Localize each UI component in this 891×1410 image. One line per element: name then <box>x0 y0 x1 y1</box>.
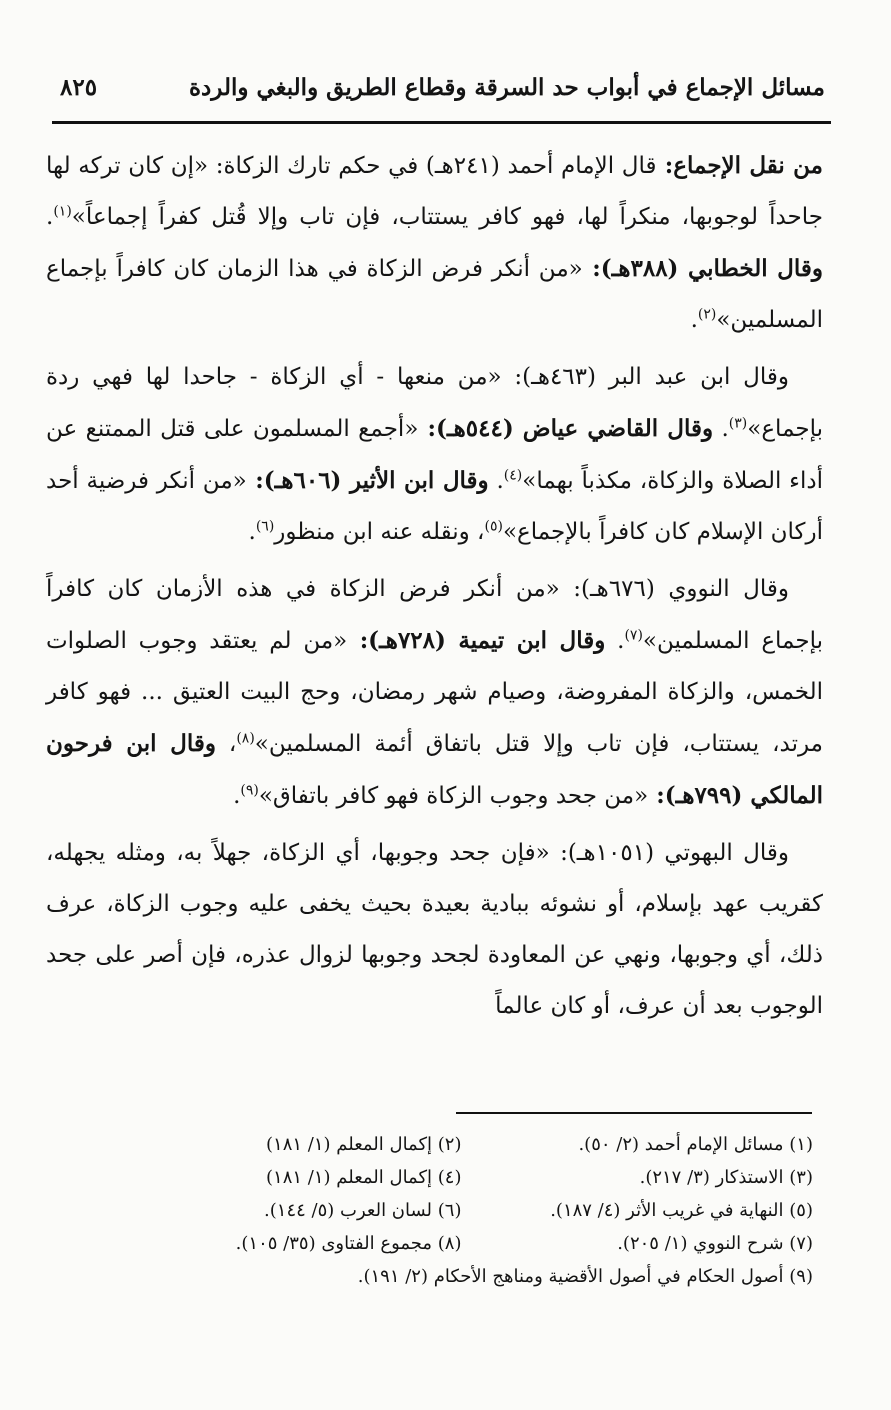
footnote <box>502 1200 814 1221</box>
body-text <box>46 140 823 1032</box>
footnote <box>502 1134 814 1155</box>
text-run: . <box>488 468 504 494</box>
text-run: ، <box>215 731 237 757</box>
paragraph <box>46 564 823 822</box>
text-run: وقال النووي (٦٧٦هـ): «من أنكر فرض الزكاة في هذه الأزمان كان كافراً بإجماع المسلمين» <box>46 576 823 654</box>
footnote-number: (٢) <box>432 1134 462 1155</box>
text-run: «من أنكر فرض الزكاة في هذا الزمان كان كافراً بإجماع المسلمين» <box>46 256 823 333</box>
paragraph <box>46 140 823 346</box>
footnote <box>150 1266 813 1287</box>
text-run: «من لم يعتقد وجوب الصلوات الخمس، والزكاة المفروضة، وصيام شهر رمضان، وحج البيت العتيق ... فهو كافر مرتد، يستتاب، فإن تاب وإلا قتل باتفاق أئمة المسلمين» <box>46 628 824 757</box>
text-run: . <box>46 204 54 230</box>
footnote-text: الاستذكار (٣/ ٢١٧). <box>639 1167 784 1188</box>
footnote-number: (٦) <box>432 1200 462 1221</box>
footnote-number: (٣) <box>783 1167 813 1188</box>
footnote <box>502 1167 814 1188</box>
paragraph <box>46 828 823 1032</box>
footnote-text: إكمال المعلم (١/ ١٨١) <box>266 1167 433 1188</box>
text-run: . <box>690 307 698 333</box>
footnote-number: (٧) <box>783 1233 813 1254</box>
footnote-ref[interactable]: (٥) <box>484 518 503 535</box>
paragraph <box>46 352 823 558</box>
footnote <box>502 1233 814 1254</box>
footnote-ref[interactable]: (٩) <box>240 782 259 799</box>
text-run: . <box>233 783 241 809</box>
bold-text: وقال ابن تيمية (٧٢٨هـ): <box>347 627 606 654</box>
footnote-text: لسان العرب (٥/ ١٤٤). <box>264 1200 433 1221</box>
footnote-number: (٩) <box>783 1266 813 1287</box>
page-header <box>60 62 825 112</box>
text-run: . <box>605 628 625 654</box>
footnote-ref[interactable]: (٨) <box>236 730 255 747</box>
text-run: «أجمع المسلمون على قتل الممتنع عن أداء الصلاة والزكاة، مكذباً بهما» <box>46 416 823 494</box>
footnote <box>150 1200 462 1221</box>
footnote-ref[interactable]: (٣) <box>728 415 748 432</box>
footnote-ref[interactable]: (٦) <box>255 518 275 535</box>
text-run: . <box>248 519 256 545</box>
text-run: «من أنكر فرضية أحد أركان الإسلام كان كافراً بالإجماع» <box>46 468 823 545</box>
bold-text: وقال القاضي عياض (٥٤٤هـ): <box>418 415 714 442</box>
footnote-separator <box>456 1112 812 1114</box>
footnote-text: مجموع الفتاوى (٣٥/ ١٠٥). <box>235 1233 433 1254</box>
bold-text: وقال الخطابي (٣٨٨هـ): <box>582 255 823 282</box>
text-run: . <box>713 416 729 442</box>
footnote <box>150 1134 462 1155</box>
text-run: وقال البهوتي (١٠٥١هـ): «فإن جحد وجوبها، أي الزكاة، جهلاً به، ومثله يجهله، كقريب عهد بإسلام، أو نشوئه ببادية بعيدة بحيث يخفى عليه وجوب الزكاة، عرف ذلك، أي وجوبها، ونهي عن المعاودة لجحد وجوبها لزوال عذره، فإن أصر على جحد الوجوب بعد أن عرف، أو كان عالماً <box>46 840 823 1019</box>
page-number: ٨٢٥ <box>60 73 98 101</box>
footnote-ref[interactable]: (٧) <box>624 627 643 644</box>
footnote-number: (٥) <box>783 1200 813 1221</box>
bold-text: وقال ابن فرحون المالكي (٧٩٩هـ): <box>46 730 823 809</box>
footnote-ref[interactable]: (٢) <box>697 306 717 323</box>
text-run: قال الإمام أحمد (٢٤١هـ) في حكم تارك الزكاة: «إن كان تركه لها جاحداً لوجوبها، منكراً لها، فهو كافر يستتاب، فإن تاب وإلا قُتل كفراً إجماعاً» <box>46 153 823 230</box>
footnote <box>150 1233 462 1254</box>
text-run: ، ونقله عنه ابن منظور <box>274 519 485 545</box>
footnote-text: إكمال المعلم (١/ ١٨١) <box>266 1134 433 1155</box>
text-run: وقال ابن عبد البر (٤٦٣هـ): «من منعها - أي الزكاة - جاحدا لها فهي ردة بإجماع» <box>46 364 823 442</box>
footnote-text: النهاية في غريب الأثر (٤/ ١٨٧). <box>550 1200 784 1221</box>
footnote-ref[interactable]: (١) <box>53 203 72 220</box>
footnote-number: (١) <box>783 1134 813 1155</box>
footnote-number: (٨) <box>432 1233 462 1254</box>
footnote-text: شرح النووي (١/ ٢٠٥). <box>617 1233 784 1254</box>
footnote-text: مسائل الإمام أحمد (٢/ ٥٠). <box>578 1134 784 1155</box>
bold-text: من نقل الإجماع: <box>656 152 823 179</box>
header-rule <box>52 121 831 124</box>
footnote-ref[interactable]: (٤) <box>503 467 523 484</box>
footnotes <box>150 1134 813 1287</box>
footnote-number: (٤) <box>432 1167 462 1188</box>
bold-text: وقال ابن الأثير (٦٠٦هـ): <box>246 467 489 494</box>
footnote-text: أصول الحكام في أصول الأقضية ومناهج الأحكام (٢/ ١٩١). <box>357 1266 784 1287</box>
running-title: مسائل الإجماع في أبواب حد السرقة وقطاع الطريق والبغي والردة <box>188 73 825 101</box>
footnote <box>150 1167 462 1188</box>
text-run: «من جحد وجوب الزكاة فهو كافر باتفاق» <box>258 783 649 809</box>
